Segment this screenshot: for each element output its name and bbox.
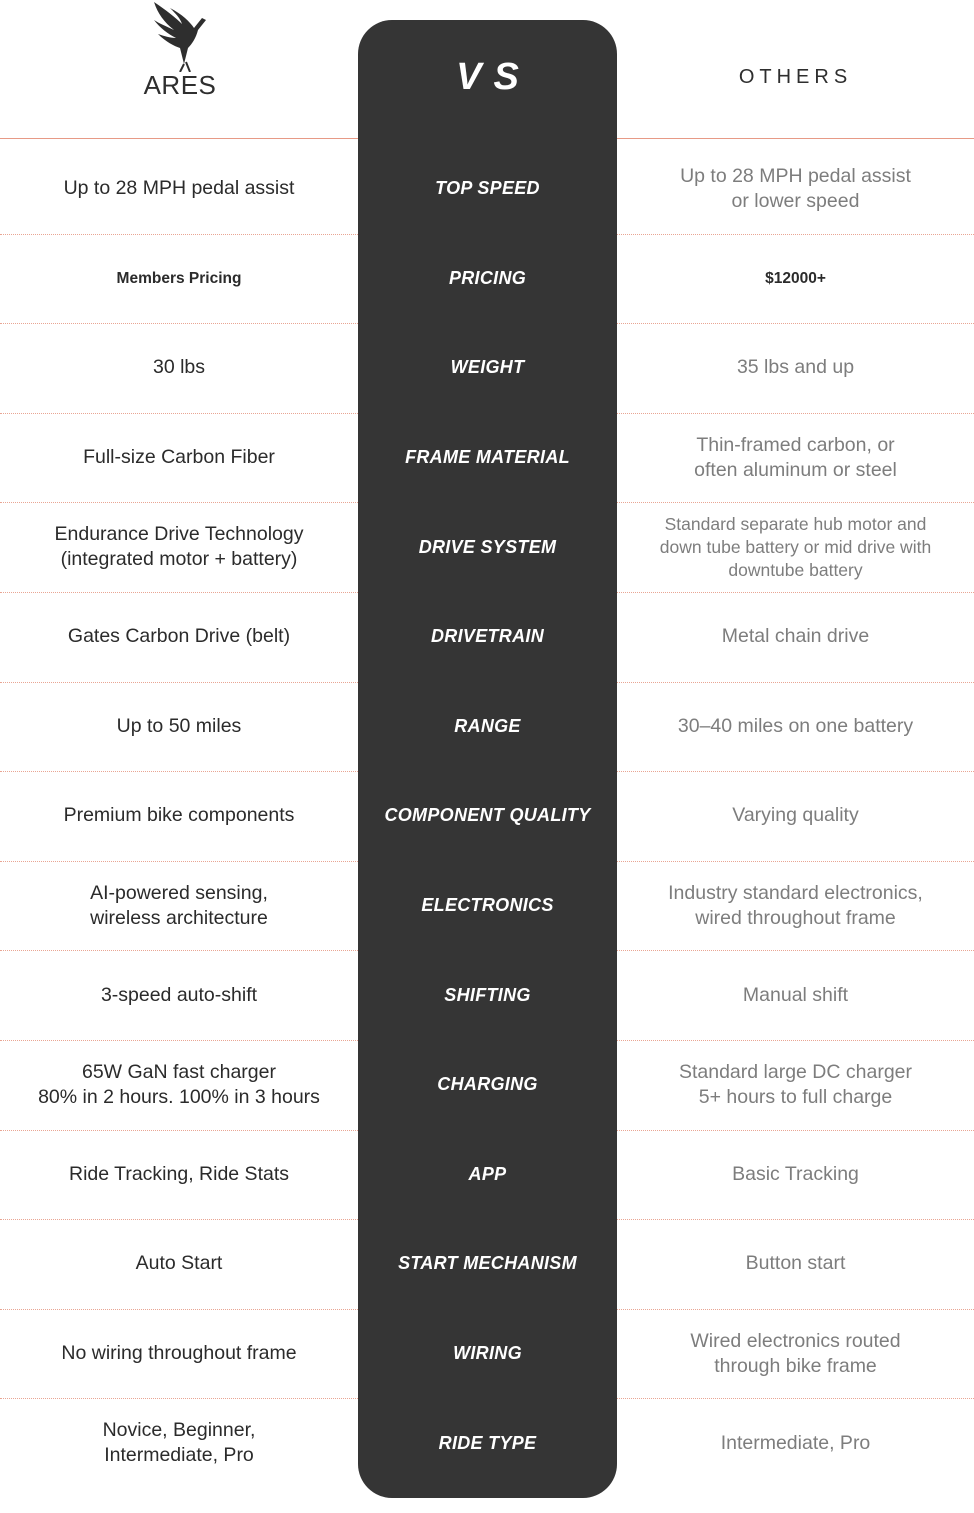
ares-value [0,950,358,1040]
ares-value-line: (integrated motor + battery) [60,548,298,571]
comparison-row [0,234,974,324]
ares-value-line: Members Pricing [116,269,242,287]
feature-label: WEIGHT [450,357,525,378]
others-value [617,234,974,324]
ares-value [0,413,358,503]
others-value-line: downtube battery [728,559,863,580]
feature-label: RIDE TYPE [438,1432,537,1453]
others-value-line: 5+ hours to full charge [698,1085,893,1108]
others-value-line: Up to 28 MPH pedal assist [680,164,911,187]
comparison-row [0,1219,974,1309]
comparison-row [0,771,974,861]
feature-label: SHIFTING [444,984,531,1005]
others-value [617,144,974,234]
ares-value-line: Premium bike components [63,804,295,827]
ares-value-line: AI-powered sensing, [90,881,268,904]
feature-label: ELECTRONICS [421,895,554,916]
header-divider-left [0,138,358,139]
ares-value [0,1309,358,1399]
others-value-line: Standard separate hub motor and [664,513,927,534]
others-value [617,1398,974,1488]
feature-label: DRIVETRAIN [430,626,544,647]
others-value [617,950,974,1040]
ares-value-line: Up to 50 miles [116,714,242,737]
feature-label: CHARGING [437,1074,538,1095]
ares-value [0,861,358,951]
ares-value-line: 65W GaN fast charger [81,1060,276,1083]
others-value [617,323,974,413]
ares-value [0,1398,358,1488]
others-value-line: Button start [745,1252,846,1275]
comparison-row [0,144,974,234]
others-value-line: Basic Tracking [732,1162,859,1185]
comparison-row [0,861,974,951]
others-value [617,592,974,682]
others-value-line: down tube battery or mid drive with [659,536,932,557]
header-divider-right [617,138,974,139]
ares-value-line: Auto Start [135,1252,223,1275]
ares-value-line: Endurance Drive Technology [54,523,304,546]
others-value-line: 35 lbs and up [736,356,855,379]
feature-label: START MECHANISM [398,1253,577,1274]
ares-value-line: Intermediate, Pro [104,1444,254,1467]
others-value [617,502,974,592]
others-value [617,413,974,503]
others-value-line: Industry standard electronics, [668,881,923,904]
ares-value-line: 3-speed auto-shift [100,983,258,1006]
vs-heading: VS [456,56,531,98]
ares-value [0,144,358,234]
ares-value-line: Full-size Carbon Fiber [83,446,275,469]
ares-value [0,771,358,861]
others-value-line: often aluminum or steel [694,458,897,481]
comparison-row [0,1398,974,1488]
others-value [617,682,974,772]
ares-value-line: Up to 28 MPH pedal assist [63,177,295,200]
ares-value-line: No wiring throughout frame [61,1342,297,1365]
others-value-line: through bike frame [714,1354,877,1377]
others-value [617,861,974,951]
others-value-line: Metal chain drive [721,625,870,648]
ares-value-line: Ride Tracking, Ride Stats [68,1162,289,1185]
ares-value-line: Gates Carbon Drive (belt) [67,625,291,648]
others-value-line: wired throughout frame [695,906,896,929]
feature-label: PRICING [448,267,527,288]
comparison-row [0,323,974,413]
others-value-line: Manual shift [742,983,849,1006]
feature-label: APP [468,1163,507,1184]
others-value-line: Wired electronics routed [690,1329,901,1352]
comparison-row [0,413,974,503]
feature-label: RANGE [454,715,521,736]
comparison-row [0,1309,974,1399]
others-value-line: Thin-framed carbon, or [696,433,895,456]
ares-value [0,502,358,592]
others-value-line: Intermediate, Pro [720,1431,871,1454]
ares-logo [120,0,240,110]
others-value [617,1309,974,1399]
ares-value [0,592,358,682]
others-value [617,1130,974,1220]
ares-value [0,682,358,772]
ares-value-line: 80% in 2 hours. 100% in 3 hours [38,1085,320,1108]
others-value-line: Varying quality [732,804,859,827]
ares-value [0,323,358,413]
feature-label: FRAME MATERIAL [405,447,570,468]
comparison-row [0,950,974,1040]
ares-value-line: Novice, Beginner, [102,1419,256,1442]
others-heading: OTHERS [738,66,853,88]
feature-label: WIRING [453,1343,522,1364]
ares-value [0,1130,358,1220]
ares-value [0,1219,358,1309]
winged-warrior-icon [140,0,220,72]
ares-value-line: wireless architecture [90,906,268,929]
others-value [617,771,974,861]
others-value-line: Standard large DC charger [678,1060,913,1083]
others-value [617,1219,974,1309]
ares-value [0,1040,358,1130]
comparison-row [0,1130,974,1220]
others-value-line: $12000+ [765,269,826,287]
ares-value [0,234,358,324]
feature-label: DRIVE SYSTEM [418,536,557,557]
others-value-line: or lower speed [731,189,860,212]
feature-label: TOP SPEED [435,178,540,199]
comparison-row [0,1040,974,1130]
feature-label: COMPONENT QUALITY [384,805,591,826]
others-value [617,1040,974,1130]
ares-value-line: 30 lbs [152,356,206,379]
comparison-row [0,502,974,592]
others-value-line: 30–40 miles on one battery [677,714,914,737]
brand-name: ARES [143,70,217,100]
comparison-row [0,592,974,682]
comparison-row [0,682,974,772]
